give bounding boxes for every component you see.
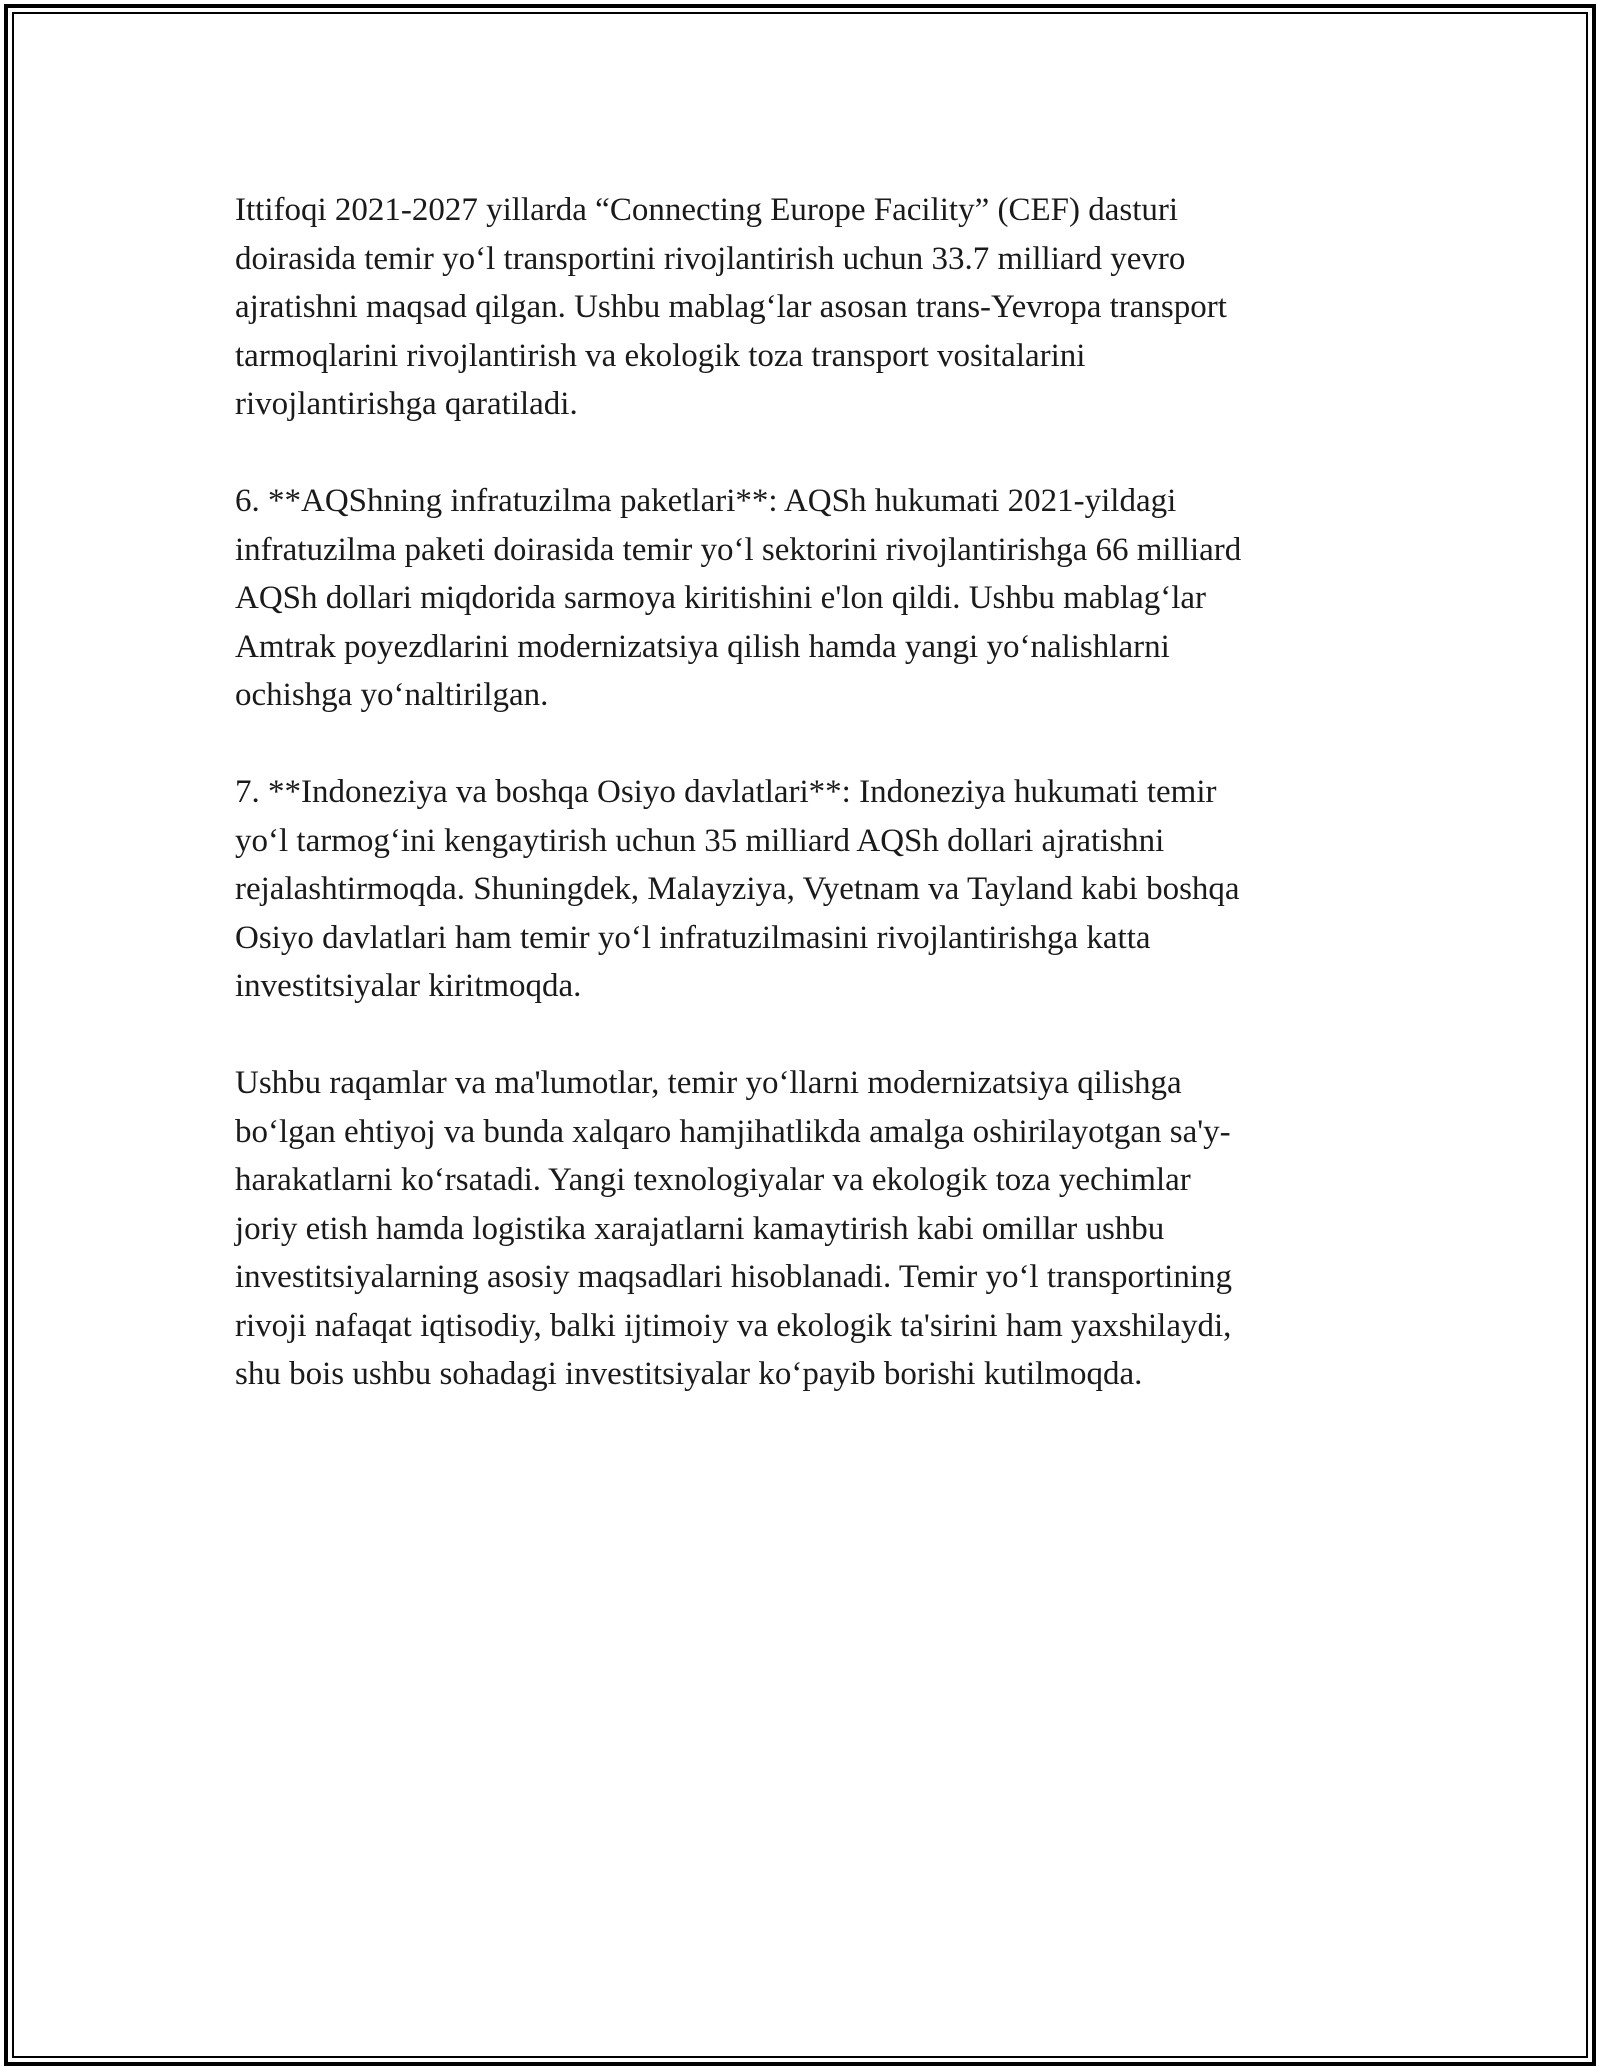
text-line: investitsiyalarning asosiy maqsadlari hisoblanadi. Temir yoʻl transportining — [235, 1259, 1232, 1295]
text-line: Ushbu raqamlar va ma'lumotlar, temir yoʻllarni modernizatsiya qilishga — [235, 1065, 1182, 1101]
text-line: yoʻl tarmogʻini kengaytirish uchun 35 milliard AQSh dollari ajratishni — [235, 822, 1165, 859]
text-line: ajratishni maqsad qilgan. Ushbu mablagʻlar asosan trans-Yevropa transport — [235, 289, 1227, 325]
paragraph-indonesia-asia — [235, 768, 1365, 1011]
text-line: AQSh dollari miqdorida sarmoya kiritishini e'lon qildi. Ushbu mablagʻlar — [235, 580, 1207, 616]
text-line: Osiyo davlatlari ham temir yoʻl infratuzilmasini rivojlantirishga katta — [235, 919, 1151, 956]
text-line: rivoji nafaqat iqtisodiy, balki ijtimoiy va ekologik ta'sirini ham yaxshilaydi, — [235, 1307, 1232, 1344]
text-line: rejalashtirmoqda. Shuningdek, Malayziya, Vyetnam va Tayland kabi boshqa — [235, 871, 1240, 907]
document-body — [235, 186, 1365, 1447]
text-line: ochishga yoʻnaltirilgan. — [235, 677, 549, 713]
text-line: 7. **Indoneziya va boshqa Osiyo davlatlari**: Indoneziya hukumati temir — [235, 774, 1217, 810]
text-line: doirasida temir yoʻl transportini rivojlantirish uchun 33.7 milliard yevro — [235, 240, 1186, 277]
text-line: 6. **AQShning infratuzilma paketlari**: AQSh hukumati 2021-yildagi — [235, 483, 1177, 519]
text-line: Ittifoqi 2021-2027 yillarda “Connecting Europe Facility” (CEF) dasturi — [235, 192, 1179, 228]
text-line: tarmoqlarini rivojlantirish va ekologik toza transport vositalarini — [235, 337, 1086, 374]
text-line: rivojlantirishga qaratiladi. — [235, 386, 578, 422]
paragraph-cef-funding — [235, 186, 1365, 429]
text-line: Amtrak poyezdlarini modernizatsiya qilish hamda yangi yoʻnalishlarni — [235, 628, 1170, 665]
text-line: boʻlgan ehtiyoj va bunda xalqaro hamjihatlikda amalga oshirilayotgan sa'y- — [235, 1113, 1231, 1150]
text-line: joriy etish hamda logistika xarajatlarni kamaytirish kabi omillar ushbu — [235, 1210, 1165, 1247]
text-line: harakatlarni koʻrsatadi. Yangi texnologiyalar va ekologik toza yechimlar — [235, 1162, 1191, 1198]
text-line: investitsiyalar kiritmoqda. — [235, 968, 582, 1004]
text-line: shu bois ushbu sohadagi investitsiyalar koʻpayib borishi kutilmoqda. — [235, 1356, 1143, 1392]
paragraph-usa-infrastructure — [235, 477, 1365, 720]
text-line: infratuzilma paketi doirasida temir yoʻl sektorini rivojlantirishga 66 milliard — [235, 531, 1242, 568]
paragraph-conclusion — [235, 1059, 1365, 1399]
